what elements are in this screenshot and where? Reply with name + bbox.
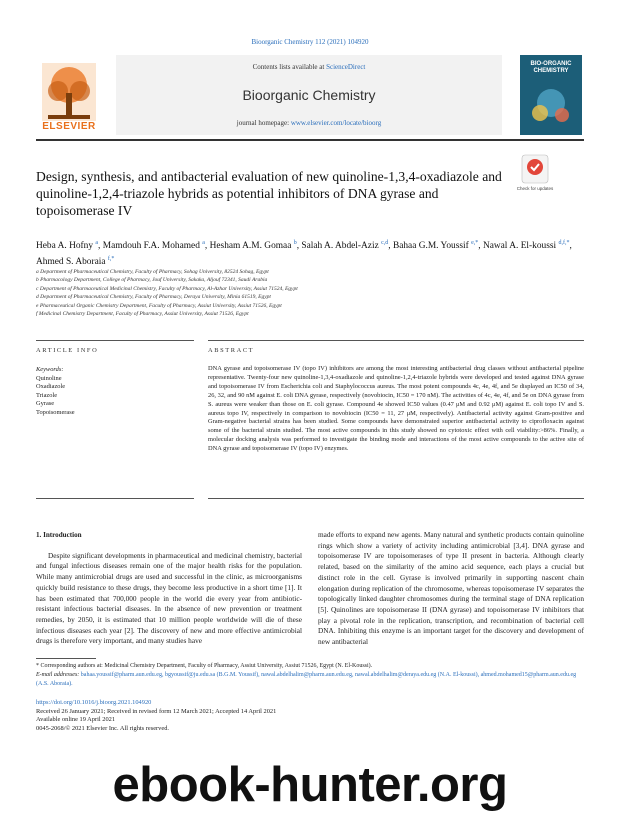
abstract-text: DNA gyrase and topoisomerase IV (topo IV) inhibitors are among the most interesting antibacterial drug classes without antibacterial pipeline representative. Twenty-four new quinoline-1,3,4-oxadiazole and quinoline-1,2,4-triazole hybrids were developed and tested against DNA gyrase and topoisomerase IV from Escherichia coli and Staphylococcus aureus. The most potent compounds 4c, 4e, 4f, and 5e displayed an IC50 of 34, 26, 32, and 90 nM against E. coli DNA gyrase, respectively (novobiocin, IC50 = 170 nM). The activities of 4c, 4e, 4f, and 5e on DNA gyrase from S. aureus were weaker than those on E. coli gyrase. Compound 4e showed IC50 values (0.47 μM and 0.92 μM) against E. coli topo IV and S. aureus topo IV, respectively in comparison to novobiocin (IC50 = 11, 27 μM, respectively). Antibacterial activity against Gram-positive and Gram-negative bacterial strains has been studied. Some compounds have demonstrated superior antibacterial activity to ciprofloxacin against some of the bacterial strain studied. The most active compounds in this study showed no cytotoxic effect with cell viability:>86%. Finally, a molecular docking analysis was performed to investigate the binding mode and interactions of the most active compounds to the active site of DNA gyrase and topoisomerase IV (topo IV) enzymes. — [208, 365, 584, 453]
affiliation-item: f Medicinal Chemistry Department, Faculty of Pharmacy, Assiut University, Assiut 71526, Egypt — [36, 311, 249, 318]
journal-title: Bioorganic Chemistry — [242, 87, 376, 103]
affiliation-item: d Department of Pharmaceutical Chemistry, Faculty of Pharmacy, Deraya University, Minia 61519, Egypt — [36, 294, 271, 301]
email-label: E-mail addresses: — [36, 671, 81, 678]
corresponding-author-line: * Corresponding authors at: Medicinal Chemistry Department, Faculty of Pharmacy, Assiut University, Assiut 71526, Egypt (N. El-Koussi). — [36, 663, 373, 669]
author-name[interactable]: Heba A. Hofny — [36, 241, 94, 252]
corresponding-author-footnote — [36, 662, 584, 688]
journal-info-box — [116, 55, 502, 135]
author-name[interactable]: Bahaa G.M. Youssif — [392, 241, 469, 252]
received-dates: Received 26 January 2021; Received in revised form 12 March 2021; Accepted 14 April 2021 — [36, 707, 277, 715]
email-line — [36, 671, 584, 689]
publication-info — [36, 699, 584, 733]
author-affiliation-mark[interactable]: a — [202, 240, 205, 246]
cover-title: BIO-ORGANIC CHEMISTRY — [530, 61, 572, 74]
author-name[interactable]: Mamdouh F.A. Mohamed — [102, 241, 200, 252]
keyword-item: Quinoline — [36, 374, 62, 382]
doi-link[interactable]: https://doi.org/10.1016/j.bioorg.2021.104920 — [36, 699, 152, 706]
abstract-bottom-divider — [208, 498, 584, 499]
abstract-divider — [208, 340, 584, 341]
author-name[interactable]: Salah A. Abdel-Aziz — [301, 241, 379, 252]
keyword-item: Oxadiazole — [36, 383, 66, 391]
journal-cover-thumbnail[interactable] — [520, 55, 582, 135]
author-name[interactable]: Hesham A.M. Gomaa — [209, 241, 292, 252]
cover-molecule-art — [520, 55, 582, 135]
affiliation-item: a Department of Pharmaceutical Chemistry, Faculty of Pharmacy, Sohag University, 82524 Sohag, Egypt — [36, 269, 269, 275]
footnote-divider — [36, 658, 96, 659]
author-affiliation-mark[interactable]: e,* — [471, 240, 479, 246]
homepage-line — [116, 119, 502, 127]
author-affiliation-mark[interactable]: a — [95, 240, 99, 246]
sciencedirect-link[interactable]: ScienceDirect — [326, 63, 366, 71]
intro-paragraph-continued: made efforts to expand new agents. Many natural and synthetic products contain quinoline rings which show a variety of activity including antimicrobial [3,4]. DNA gyrase and topoisomerase IV are topoisomerases of type II present in bacteria. Although clearly related, based on the similarity of the amino acid sequence, each plays a crucial but distinct role in the cell. Gyrase is involved primarily in supporting nascent chain elongation during replication of the chromosome, whereas topoisomerase IV separates the topologically linked daughter chromosomes during the terminal stage of DNA replication [5]. Quinolines are topoisomerase II (DNA gyrase) and topoisomerase IV inhibitors that play a pivotal role in the replication, transcription, and recombination of bacterial cell DNA. Inhibiting this enzyme is an important target for the discovery and development of new antibacterial — [318, 530, 584, 647]
email-addresses[interactable]: bahaa.youssif@pharm.aun.edu.eg, bgyoussif@ju.edu.sa (B.G.M. Youssif), nawal.abdelhalim@pharm.aun.edu.eg, nawal.abdelhalim@deraya.edu.eg (N.A. El-koussi), ahmed.mohamed15@pharm.aun.edu.eg (A.S. Aboraia). — [36, 671, 577, 687]
keyword-item: Topoisomerase — [36, 408, 75, 416]
affiliation-item: e Pharmaceutical Organic Chemistry Department, Faculty of Pharmacy, Assiut University, Assiut 71526, Egypt — [36, 302, 282, 309]
author-affiliation-mark[interactable]: c,d — [381, 240, 389, 246]
homepage-prefix: journal homepage: — [236, 119, 291, 127]
check-for-updates-label: Check for updates — [516, 186, 554, 191]
author-affiliation-mark[interactable]: d,f,* — [558, 240, 570, 246]
keywords-block — [36, 366, 186, 418]
header-divider — [36, 139, 584, 141]
keywords-label: Keywords: — [36, 366, 64, 373]
keywords-bottom-divider — [36, 498, 194, 499]
contents-prefix: Contents lists available at — [252, 63, 327, 71]
journal-header — [36, 55, 584, 137]
keyword-item: Triazole — [36, 391, 58, 399]
abstract-heading: ABSTRACT — [208, 347, 255, 354]
watermark-text: ebook-hunter.org — [112, 758, 508, 812]
affiliation-item: b Pharmacology Department, College of Pharmacy, Jouf University, Sakaka, Aljouf 72341, Saudi Arabia — [36, 277, 268, 284]
affiliation-item: c Department of Pharmaceutical Medicinal Chemistry, Faculty of Pharmacy, Al-Azhar University, Assiut 71524, Egypt — [36, 285, 298, 292]
online-date: Available online 19 April 2021 — [36, 716, 116, 724]
author-name[interactable]: Nawal A. El-koussi — [482, 241, 557, 252]
affiliation-list — [36, 268, 584, 318]
intro-paragraph: Despite significant developments in pharmaceutical and medicinal chemistry, bacterial and fungal infectious diseases remain one of the major health risks for the population. While many antimicrobial drugs are used and successful in the clinic, as microorganisms quickly build resistance to these drugs, they become less productive in a short time [1]. It has been estimated that 700,000 people in the world die every year from antibiotic-resistant infectious bacterial diseases. In the absence of new prevention or treatment remedies, by 2050, it is estimated that 10 million people worldwide will die of these infectious diseases each year [2]. The discovery of new and more effective antimicrobial drugs is therefore very important, and many studies have — [36, 550, 302, 646]
body-column-right — [318, 530, 584, 648]
contents-line — [116, 63, 502, 71]
author-affiliation-mark[interactable]: b — [293, 240, 297, 246]
publisher-name: ELSEVIER — [42, 121, 96, 132]
article-info-heading: ARTICLE INFO — [36, 347, 99, 354]
author-name[interactable]: Ahmed S. Aboraia — [36, 257, 106, 268]
body-column-left — [36, 530, 302, 647]
author-affiliation-mark[interactable]: f,* — [107, 256, 115, 263]
copyright-line: 0045-2068/© 2021 Elsevier Inc. All rights reserved. — [36, 724, 169, 732]
journal-reference[interactable]: Bioorganic Chemistry 112 (2021) 104920 — [251, 38, 369, 46]
section-heading-introduction: 1. Introduction — [36, 531, 82, 539]
homepage-link[interactable]: www.elsevier.com/locate/bioorg — [290, 119, 382, 127]
author-list: Heba A. Hofny $^a$, Mamdouh F.A. Mohamed $^a$, Hesham A.M. Gomaa $^b$, Salah A. Abdel-Aziz $^{c,d}$, Bahaa G.M. Youssif $^{e,*}$, Nawal A. El-koussi $^{d,f,*}$, Ahmed S. Aboraia $^{f,*}$ — [36, 240, 572, 268]
keyword-item: Gyrase — [36, 400, 55, 408]
article-info-divider — [36, 340, 194, 341]
article-title: Design, synthesis, and antibacterial evaluation of new quinoline-1,3,4-oxadiazole and quinoline-1,2,4-triazole hybrids as potential inhibitors of DNA gyrase and topoisomerase IV — [36, 169, 502, 218]
check-for-updates-icon[interactable] — [521, 154, 549, 184]
